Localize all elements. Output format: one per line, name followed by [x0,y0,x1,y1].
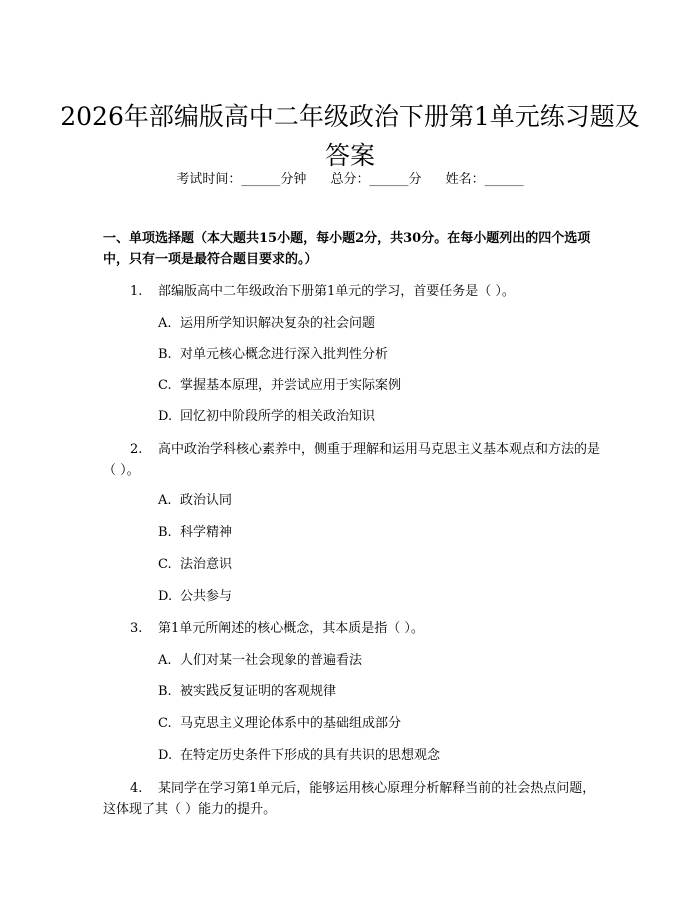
option-letter: A. [158,493,172,508]
option-letter: B. [158,347,172,362]
question-number: 2. [130,442,143,457]
question-2 [103,439,600,481]
exam-info [0,168,700,187]
option-1c [158,375,598,396]
option-letter: A. [158,316,172,331]
option-letter: B. [158,525,172,540]
option-1b [158,344,598,365]
question-stem: 部编版高中二年级政治下册第1单元的学习，首要任务是（ ）。 [158,284,515,299]
option-3d [158,745,598,766]
option-letter: C. [158,716,172,731]
name-field: 姓名：______ [445,172,524,187]
option-text: 法治意识 [180,557,233,572]
option-text: 人们对某一社会现象的普遍看法 [180,653,363,668]
option-text: 马克思主义理论体系中的基础组成部分 [180,716,402,731]
option-3a [158,650,598,671]
option-letter: B. [158,684,172,699]
option-1d [158,406,598,427]
section-heading: 一、单项选择题（本大题共15小题，每小题2分，共30分。在每小题列出的四个选项中，只有一项是最符合题目要求的。） [103,231,591,267]
page-title: 2026年部编版高中二年级政治下册第1单元练习题及答案 [60,101,640,170]
option-text: 公共参与 [180,589,233,604]
question-4 [103,778,600,820]
option-letter: D. [158,589,173,604]
question-stem: 某同学在学习第1单元后，能够运用核心原理分析解释当前的社会热点问题，这体现了其（ ）能力的提升。 [103,781,596,817]
question-number: 4. [130,781,143,796]
option-3b [158,681,598,702]
exam-time-field: 考试时间：______分钟 [176,172,307,187]
option-2d [158,586,598,607]
option-text: 对单元核心概念进行深入批判性分析 [180,347,389,362]
option-2b [158,522,598,543]
option-2a [158,490,598,511]
option-text: 掌握基本原理，并尝试应用于实际案例 [180,378,402,393]
option-text: 运用所学知识解决复杂的社会问题 [180,316,376,331]
question-stem: 第1单元所阐述的核心概念，其本质是指（ ）。 [158,621,424,636]
option-text: 在特定历史条件下形成的具有共识的思想观念 [180,748,441,763]
option-text: 回忆初中阶段所学的相关政治知识 [180,409,376,424]
option-letter: C. [158,378,172,393]
question-stem: 高中政治学科核心素养中，侧重于理解和运用马克思主义基本观点和方法的是（ ）。 [103,442,601,478]
option-text: 政治认同 [180,493,233,508]
option-3c [158,713,598,734]
option-1a [158,313,598,334]
option-2c [158,554,598,575]
option-text: 科学精神 [180,525,233,540]
option-text: 被实践反复证明的客观规律 [180,684,337,699]
question-3 [103,618,600,639]
question-number: 1. [130,284,143,299]
option-letter: D. [158,409,173,424]
option-letter: D. [158,748,173,763]
option-letter: A. [158,653,172,668]
question-number: 3. [130,621,143,636]
option-letter: C. [158,557,172,572]
question-1 [103,281,600,302]
total-score-field: 总分：______分 [330,172,422,187]
